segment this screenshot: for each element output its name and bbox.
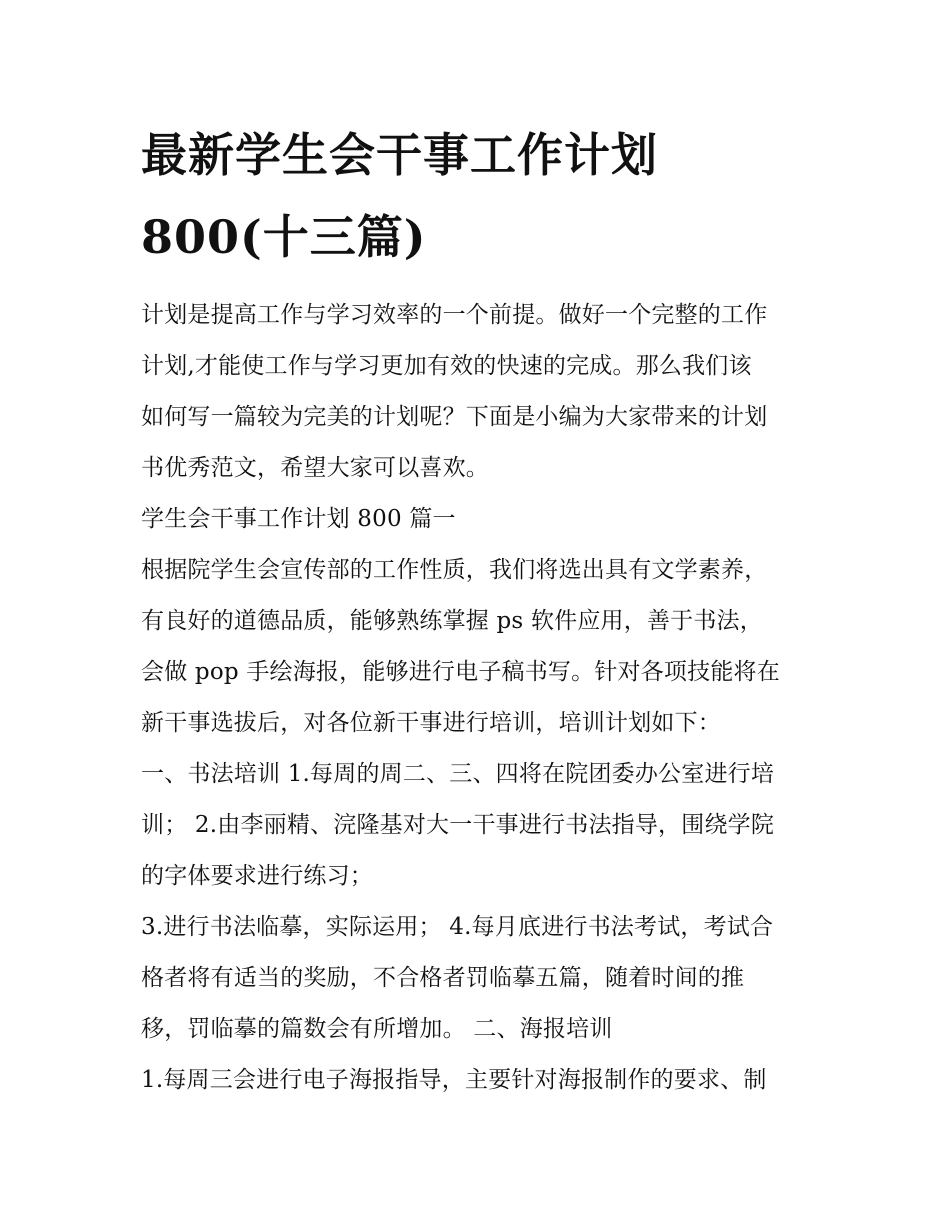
- body-line: 如何写一篇较为完美的计划呢？下面是小编为大家带来的计划: [141, 404, 768, 430]
- body-line: 一、书法培训 1.每周的周二、三、四将在院团委办公室进行培: [141, 761, 775, 787]
- body-line: 书优秀范文，希望大家可以喜欢。: [141, 455, 489, 481]
- body-line: 3.进行书法临摹，实际运用； 4.每月底进行书法考试，考试合: [141, 914, 774, 940]
- body-line: 的字体要求进行练习；: [141, 863, 373, 889]
- body-line: 训； 2.由李丽精、浣隆基对大一干事进行书法指导，围绕学院: [141, 812, 775, 838]
- body-line: 会做 pop 手绘海报，能够进行电子稿书写。针对各项技能将在: [141, 659, 780, 685]
- document-title: 最新学生会干事工作计划 800(十三篇): [141, 128, 658, 264]
- body-line: 根据院学生会宣传部的工作性质，我们将选出具有文学素养，: [141, 557, 768, 583]
- document-content: [141, 114, 821, 1106]
- body-line: 计划是提高工作与学习效率的一个前提。做好一个完整的工作: [141, 302, 768, 328]
- section-heading: 学生会干事工作计划 800 篇一: [141, 506, 456, 532]
- body-line: 1.每周三会进行电子海报指导，主要针对海报制作的要求、制: [141, 1067, 767, 1093]
- body-line: 移，罚临摹的篇数会有所增加。 二、海报培训: [141, 1016, 613, 1042]
- body-line: 有良好的道德品质，能够熟练掌握 ps 软件应用，善于书法，: [141, 608, 763, 634]
- body-line: 新干事选拔后，对各位新干事进行培训，培训计划如下：: [141, 710, 721, 736]
- body-line: 格者将有适当的奖励，不合格者罚临摹五篇，随着时间的推: [141, 965, 745, 991]
- body-line: 计划,才能使工作与学习更加有效的快速的完成。那么我们该: [141, 353, 752, 379]
- document-body: [141, 290, 821, 1106]
